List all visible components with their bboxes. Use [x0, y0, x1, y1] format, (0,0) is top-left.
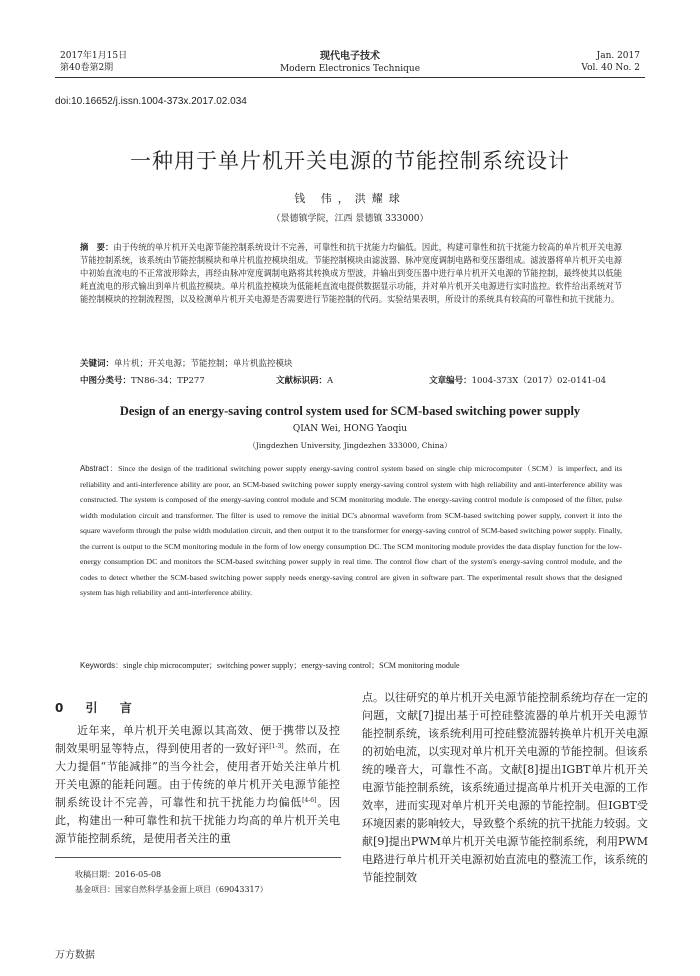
intro-text-b: 。然而，在大力提倡“节能减排”的当今社会，使用者开始关注单片机开关电源的能耗问题。由于传统的单片机开关电源节能控制系统设计不完善，可靠性和抗干扰能力均偏低 — [55, 742, 341, 809]
clc-label: 中图分类号： — [80, 376, 132, 386]
abstract-cn — [80, 241, 622, 306]
intro-text-a: 近年来，单片机开关电源以其高效、便于携带以及控制效果明显等特点，得到使用者的一致好评 — [55, 724, 340, 755]
intro-text-c: 。因此，构建出一种可靠性和抗干扰能力均高的单片机开关电源节能控制系统，是使用者关注的重 — [55, 796, 341, 845]
section-title: 引 言 — [85, 701, 136, 715]
footnote-fund — [75, 884, 268, 895]
received-value: 2016-05-08 — [115, 870, 162, 879]
clc-number — [80, 376, 205, 386]
header-right — [581, 50, 640, 74]
classification-row — [80, 374, 622, 386]
received-label: 收稿日期： — [75, 870, 115, 879]
header-volume-en: Vol. 40 No. 2 — [581, 63, 640, 73]
article-number — [429, 374, 606, 386]
citation-ref[interactable]: [1-3] — [269, 743, 284, 750]
intro-paragraph — [55, 722, 340, 848]
keywords-cn-text: 单片机；开关电源；节能控制；单片机监控模块 — [114, 359, 293, 369]
doc-code-value: A — [327, 376, 334, 386]
abstract-en-text: Since the design of the traditional switching power supply energy-saving control system based on single chip microcomputer（SCM）is imperfect, and its reliability and anti-interference ability are poor, an SCM-based switching power supply energy-saving control system with high reliability and anti-interference ability was constructed. The system is composed of the energy-saving control module and SCM monitoring module. The energy-saving control module is composed of the filter, pulse width modulation circuit and transformer. The filter is used to remove the initial DC's abnormal waveform from SCM-based switching power supply, convert it into the square waveform through the pulse width modulation circuit, and then output it to the transformer for energy-saving control of SCM-based switching power supply. Finally, the current is output to the SCM monitoring module in the form of low energy consumption DC. The SCM monitoring module provides the data display function for the low-energy consumption DC and monitors the SCM-based switching power supply in real time. The control flow chart of the system's energy-saving control module, and the codes to detect whether the SCM-based switching power supply needs energy-saving control are given in software part. The experimental result shows that the designed system has high reliability and anti-interference ability. — [80, 464, 622, 598]
keywords-cn-label: 关键词： — [80, 359, 115, 369]
affiliation-cn: （景德镇学院，江西 景德镇 333000） — [271, 214, 429, 224]
keywords-en-label: Keywords： — [80, 661, 124, 670]
affiliation-en: （Jingdezhen University, Jingdezhen 333000, China） — [248, 441, 452, 450]
paper-title-cn: 一种用于单片机开关电源的节能控制系统设计 — [130, 149, 570, 173]
abstract-en-label: Abstract： — [80, 464, 119, 473]
fund-value: 国家自然科学基金面上项目（69043317） — [115, 885, 268, 894]
wanfang-watermark: 万方数据 — [55, 950, 95, 961]
body-column-left — [55, 722, 340, 848]
keywords-en-text: single chip microcomputer；switching power supply；energy-saving control；SCM monitoring module — [123, 661, 460, 670]
header-date-en: Jan. 2017 — [596, 51, 640, 61]
abstract-cn-label: 摘 要： — [80, 242, 114, 252]
section-number: 0 — [55, 701, 68, 715]
journal-name-cn: 现代电子技术 — [320, 51, 380, 62]
abstract-cn-text: 由于传统的单片机开关电源节能控制系统设计不完善，可靠性和抗干扰能力均偏低。因此，构建可靠性和抗干扰能力较高的单片机开关电源节能控制系统，该系统由节能控制模块和单片机监控模块组成。节能控制模块由滤波器、脉冲宽度调制电路和变压器组成。滤波器将单片机开关电源中初始直流电的不正常波形除去，再经由脉冲宽度调制电路将其转换成方型波，并输出到变压器中进行单片机开关电源的节能控制，最终使其以低能耗直流电的形式输出到单片机监控模块。单片机监控模块为低能耗直流电提供数据显示功能，并对单片机开关电源进行实时监控。软件给出系统对节能控制模块的控制流程图，以及检测单片机开关电源是否需要进行节能控制的代码。实验结果表明，所设计的系统具有较高的可靠性和抗干扰能力。 — [80, 242, 622, 305]
citation-ref[interactable]: [4-6] — [302, 797, 317, 804]
keywords-cn — [80, 357, 622, 369]
fund-label: 基金项目： — [75, 885, 115, 894]
footnote-rule — [55, 857, 341, 858]
section-heading — [55, 699, 136, 716]
header-volume-cn: 第40卷第2期 — [60, 63, 114, 73]
authors-en: QIAN Wei, HONG Yaoqiu — [292, 424, 408, 434]
article-number-label: 文章编号： — [429, 376, 472, 386]
keywords-en — [80, 660, 622, 671]
document-code — [276, 374, 333, 386]
body-column-right — [362, 689, 648, 887]
header-rule — [55, 77, 645, 78]
doc-code-label: 文献标识码： — [276, 376, 328, 386]
intro-continued: 点。以往研究的单片机开关电源节能控制系统均存在一定的问题，文献[7]提出基于可控硅整流器的单片机开关电源节能控制系统，该系统利用可控硅整流器转换单片机开关电源的初始电流，以实现对单片机开关电源的节能控制。但该系统的噪音大，可靠性不高。文献[8]提出IGBT单片机开关电源节能控制系统，该系统通过提高单片机开关电源的工作效率，进而实现对单片机开关电源的节能控制。但IGBT受环境因素的影响较大，导致整个系统的抗干扰能力较弱。文献[9]提出PWM单片机开关电源节能控制系统，利用PWM电路进行单片机开关电源初始直流电的整流工作，该系统的节能控制效 — [362, 691, 648, 884]
paper-title-en: Design of an energy-saving control system used for SCM-based switching power supply — [119, 404, 581, 418]
header-date-cn: 2017年1月15日 — [60, 51, 128, 61]
footnote-received — [75, 869, 161, 880]
doi[interactable]: doi:10.16652/j.issn.1004-373x.2017.02.034 — [55, 96, 247, 107]
article-number-value: 1004-373X（2017）02-0141-04 — [471, 376, 606, 386]
abstract-en — [80, 461, 622, 601]
authors-cn: 钱 伟，洪耀球 — [294, 192, 406, 205]
clc-value: TN86-34；TP277 — [131, 376, 205, 386]
journal-name-en: Modern Electronics Technique — [279, 64, 421, 74]
